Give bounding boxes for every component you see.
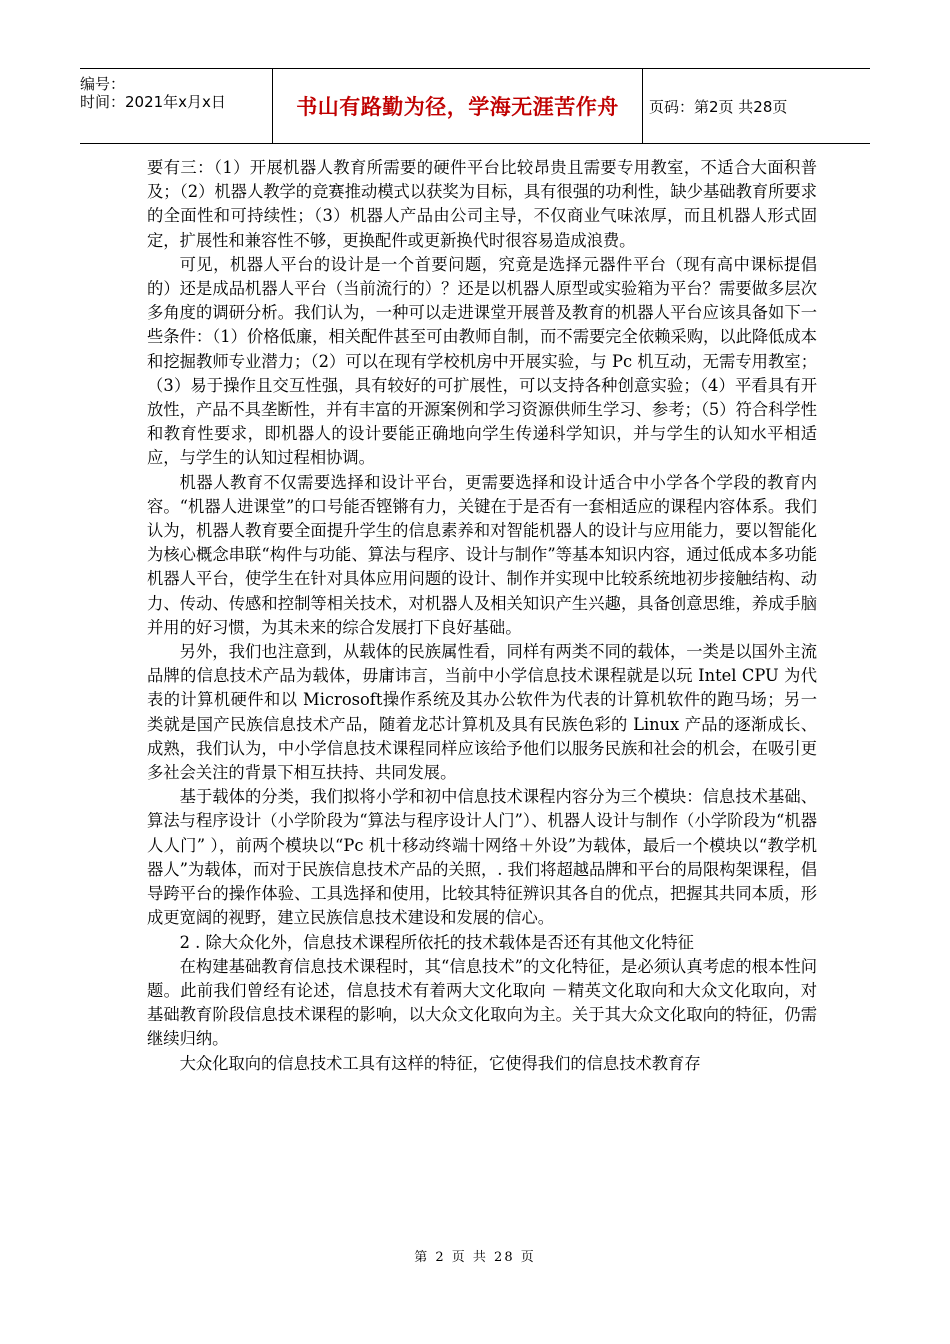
document-body bbox=[147, 156, 817, 1076]
header-page-cell bbox=[643, 69, 870, 143]
paragraph: 要有三：（1）开展机器人教育所需要的硬件平台比较昂贵且需要专用教室，不适合大面积普及；（2）机器人教学的竞赛推动模式以获奖为目标，具有很强的功利性，缺少基础教育所要求的全面性和可持续性；（3）机器人产品由公司主导，不仅商业气味浓厚，而且机器人形式固定，扩展性和兼容性不够，更换配件或更新换代时很容易造成浪费。 bbox=[147, 158, 817, 250]
document-number-label: 编号： bbox=[80, 75, 126, 93]
section-heading: 2 . 除大众化外，信息技术课程所依托的技术载体是否还有其他文化特征 bbox=[179, 932, 694, 952]
page-footer: 第 2 页 共 28 页 bbox=[414, 1250, 536, 1265]
header-motto-cell bbox=[273, 69, 643, 143]
paragraph: 基于载体的分类，我们拟将小学和初中信息技术课程内容分为三个模块：信息技术基础、算法与程序设计（小学阶段为“算法与程序设计人门”）、机器人设计与制作（小学阶段为“机器人人门” ），前两个模块以“Pc 机十移动终端十网络＋外设”为载体，最后一个模块以“教学机器人”为载体，而对于民族信息技术产品的关照，. 我们将超越品牌和平台的局限构架课程，倡导跨平台的操作体验、工具选择和使用，比较其特征辨识其各自的优点，把握其共同本质，形成更宽阔的视野，建立民族信息技术建设和发展的信心。 bbox=[147, 787, 817, 928]
paragraph: 在构建基础教育信息技术课程时，其“信息技术”的文化特征，是必须认真考虑的根本性问题。此前我们曾经有论述，信息技术有着两大文化取向 －精英文化取向和大众文化取向，对基础教育阶段信息技术课程的影响，以大众文化取向为主。关于其大众文化取向的特征，仍需继续归纳。 bbox=[147, 956, 817, 1049]
paragraph: 大众化取向的信息技术工具有这样的特征，它使得我们的信息技术教育存 bbox=[179, 1053, 701, 1073]
document-date-label: 时间：2021年x月x日 bbox=[80, 93, 226, 111]
header-page-number: 页码：第2页 共28页 bbox=[649, 97, 788, 116]
paragraph: 另外，我们也注意到，从载体的民族属性看，同样有两类不同的载体，一类是以国外主流品牌的信息技术产品为载体，毋庸讳言，当前中小学信息技术课程就是以玩 Intel CPU 为代表的计算机硬件和以 Microsoft操作系统及其办公软件为代表的计算机软件的跑马场；另一类就是国产民族信息技术产品，随着龙芯计算机及具有民族色彩的 Linux 产品的逐渐成长、成熟，我们认为，中小学信息技术课程同样应该给予他们以服务民族和社会的机会，在吸引更多社会关注的背景下相互扶持、共同发展。 bbox=[147, 642, 817, 783]
paragraph: 机器人教育不仅需要选择和设计平台，更需要选择和设计适合中小学各个学段的教育内容。“机器人进课堂”的口号能否铿锵有力，关键在于是否有一套相适应的课程内容体系。我们认为，机器人教育要全面提升学生的信息素养和对智能机器人的设计与应用能力，要以智能化为核心概念串联“构件与功能、算法与程序、设计与制作”等基本知识内容，通过低成本多功能机器人平台，使学生在针对具体应用问题的设计、制作并实现中比较系统地初步接触结构、动力、传动、传感和控制等相关技术，对机器人及相关知识产生兴趣，具备创意思维，养成手脑并用的好习惯，为其未来的综合发展打下良好基础。 bbox=[147, 472, 817, 637]
paragraph: 可见，机器人平台的设计是一个首要问题，究竟是选择元器件平台（现有高中课标提倡的）还是成品机器人平台（当前流行的）？还是以机器人原型或实验箱为平台？需要做多层次多角度的调研分析。我们认为，一种可以走进课堂开展普及教育的机器人平台应该具备如下一些条件：（1）价格低廉，相关配件甚至可由教师自制，而不需要完全依赖采购，以此降低成本和挖掘教师专业潜力；（2）可以在现有学校机房中开展实验，与 Pc 机互动，无需专用教室；（3）易于操作且交互性强，具有较好的可扩展性，可以支持各种创意实验；（4）平看具有开放性，产品不具垄断性，并有丰富的开源案例和学习资源供师生学习、参考；（5）符合科学性和教育性要求，即机器人的设计要能正确地向学生传递科学知识，并与学生的认知水平相适应，与学生的认知过程相协调。 bbox=[147, 254, 817, 468]
header-motto: 书山有路勤为径，学海无涯苦作舟 bbox=[296, 95, 619, 119]
header-meta bbox=[80, 69, 273, 143]
page-header bbox=[80, 68, 870, 144]
